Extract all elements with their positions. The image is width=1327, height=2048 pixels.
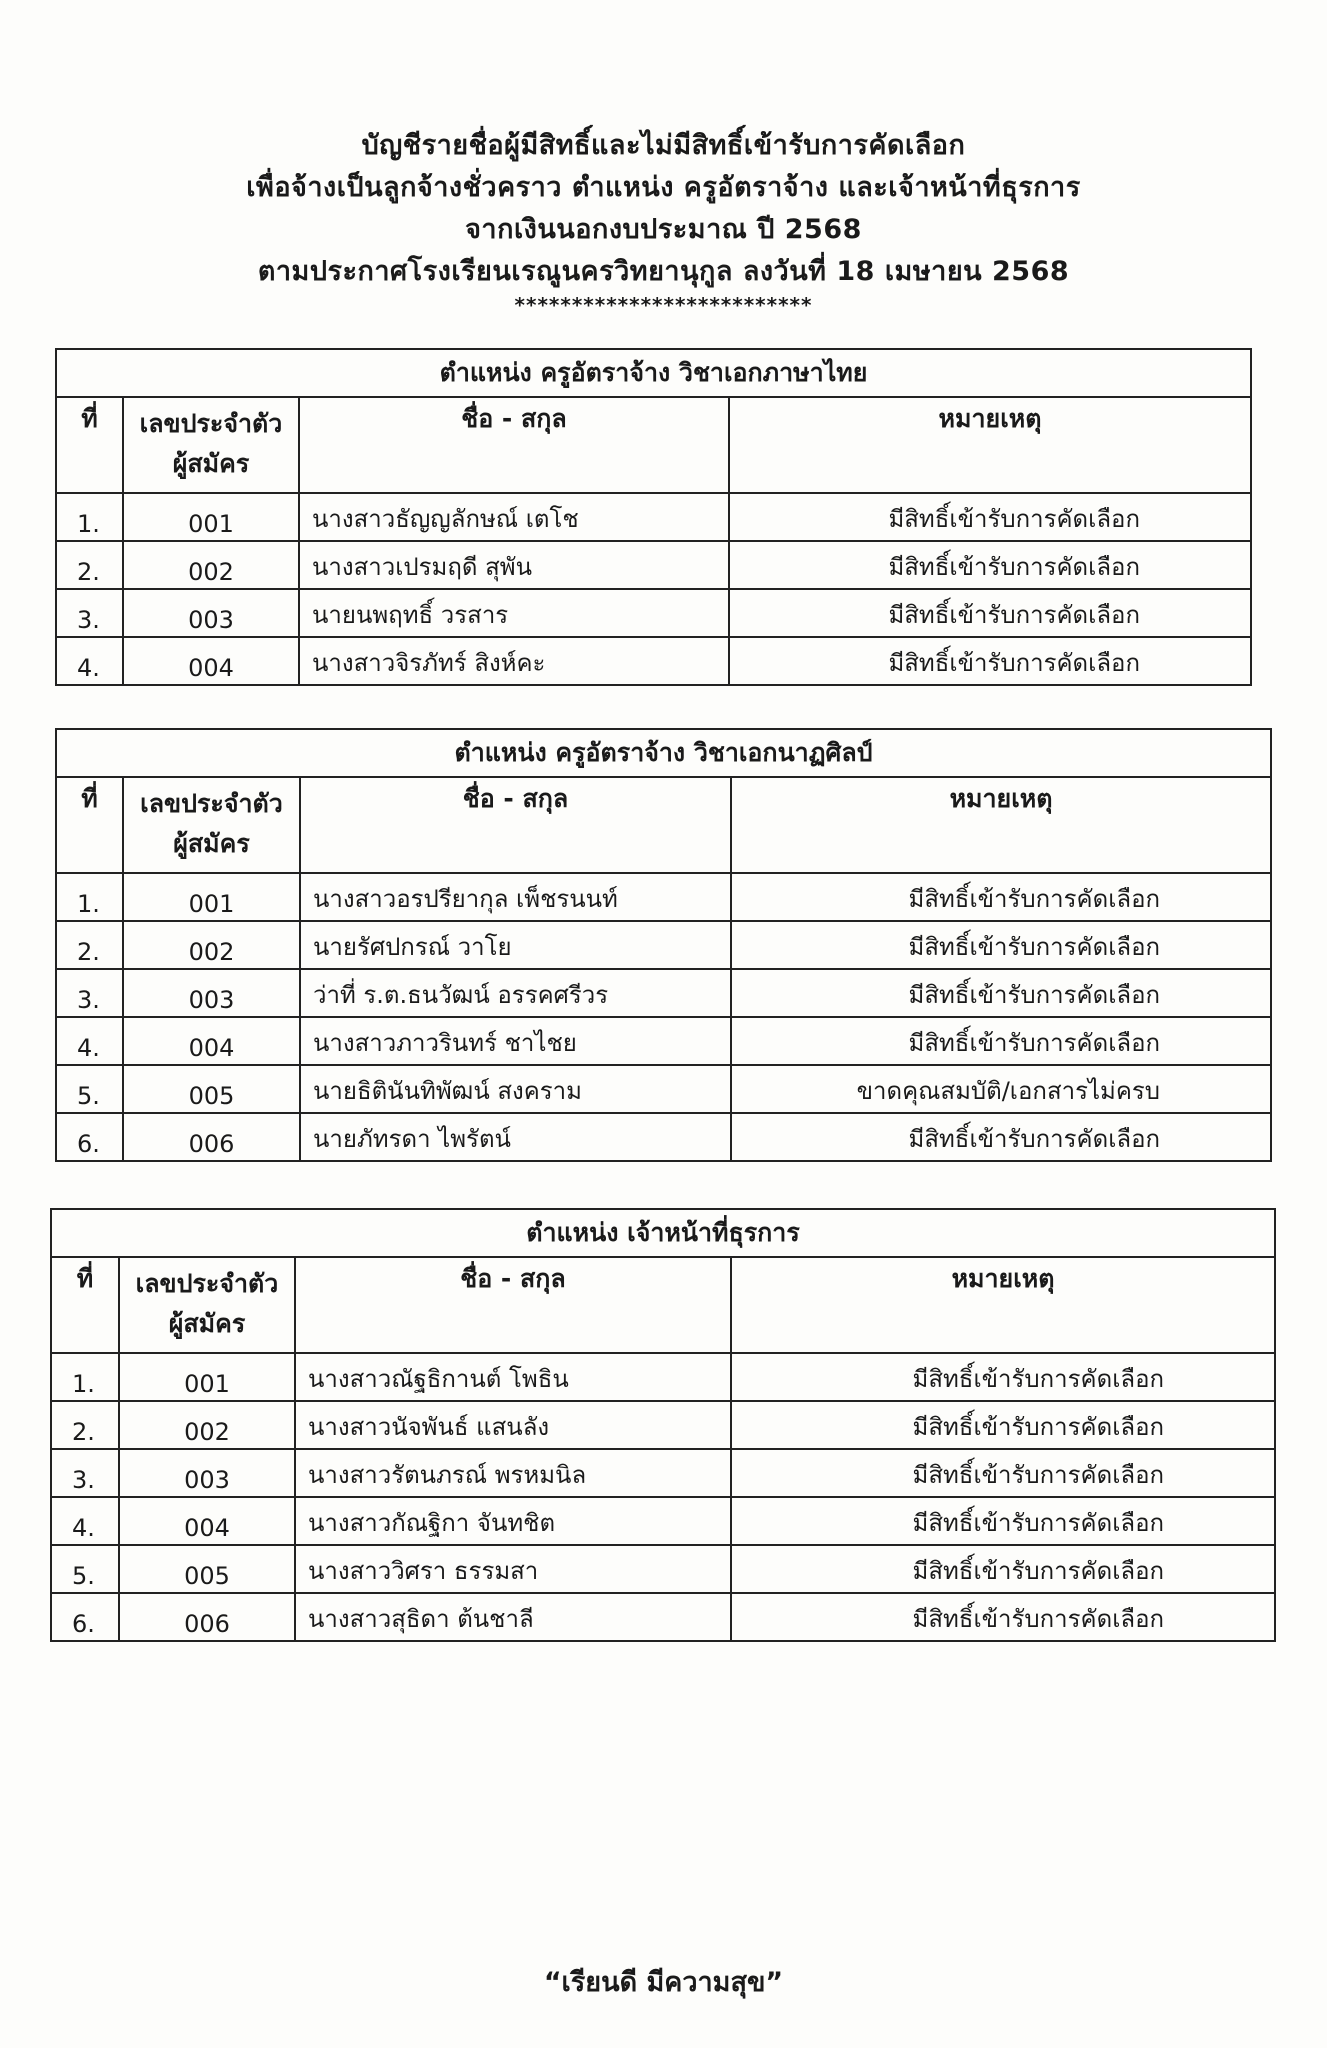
school-motto: “เรียนดี มีความสุข”	[543, 1967, 784, 1998]
cell-name: นางสาวณัฐธิกานต์ โพธิน	[295, 1353, 731, 1401]
table-row	[56, 921, 1271, 969]
cell-no: 2.	[56, 921, 123, 969]
cell-id: 002	[123, 921, 300, 969]
table-title: ตำแหน่ง ครูอัตราจ้าง วิชาเอกนาฏศิลป์	[56, 729, 1271, 777]
cell-name: นางสาวจิรภัทร์ สิงห์คะ	[299, 637, 729, 685]
cell-note: มีสิทธิ์เข้ารับการคัดเลือก	[731, 969, 1271, 1017]
cell-no: 6.	[51, 1593, 119, 1641]
header-divider-stars: **************************	[514, 293, 813, 317]
table-row	[56, 1017, 1271, 1065]
cell-no: 1.	[51, 1353, 119, 1401]
cell-name: นางสาวกัณฐิกา จันทชิต	[295, 1497, 731, 1545]
table-row	[56, 589, 1251, 637]
cell-note: มีสิทธิ์เข้ารับการคัดเลือก	[731, 1401, 1275, 1449]
cell-no: 4.	[56, 1017, 123, 1065]
column-header-name: ชื่อ - สกุล	[295, 1257, 731, 1353]
cell-note: มีสิทธิ์เข้ารับการคัดเลือก	[731, 1545, 1275, 1593]
table-header-row	[56, 397, 1251, 493]
cell-id: 001	[119, 1353, 295, 1401]
cell-name: นายภัทรดา ไพรัตน์	[300, 1113, 731, 1161]
cell-name: นางสาวสุธิดา ต้นชาลี	[295, 1593, 731, 1641]
cell-note: มีสิทธิ์เข้ารับการคัดเลือก	[729, 637, 1251, 685]
cell-id: 003	[123, 969, 300, 1017]
cell-note: มีสิทธิ์เข้ารับการคัดเลือก	[731, 1017, 1271, 1065]
table-title: ตำแหน่ง เจ้าหน้าที่ธุรการ	[51, 1209, 1275, 1257]
column-header-no: ที่	[56, 777, 123, 873]
cell-id: 004	[123, 637, 299, 685]
header-line-2: เพื่อจ้างเป็นลูกจ้างชั่วคราว ตำแหน่ง ครูอัตราจ้าง และเจ้าหน้าที่ธุรการ	[246, 172, 1081, 203]
cell-no: 5.	[56, 1065, 123, 1113]
header-line-3: จากเงินนอกงบประมาณ ปี 2568	[465, 214, 862, 245]
header-line-1: บัญชีรายชื่อผู้มีสิทธิ์และไม่มีสิทธิ์เข้ารับการคัดเลือก	[361, 130, 966, 161]
column-header-id	[123, 777, 300, 873]
document-header	[0, 125, 1327, 317]
table-title: ตำแหน่ง ครูอัตราจ้าง วิชาเอกภาษาไทย	[56, 349, 1251, 397]
table-row	[56, 493, 1251, 541]
cell-no: 1.	[56, 873, 123, 921]
cell-name: นางสาวนัจพันธ์ แสนลัง	[295, 1401, 731, 1449]
column-header-no: ที่	[56, 397, 123, 493]
table-row	[56, 873, 1271, 921]
column-header-name: ชื่อ - สกุล	[300, 777, 731, 873]
cell-name: นางสาวภาวรินทร์ ชาไชย	[300, 1017, 731, 1065]
cell-note: ขาดคุณสมบัติ/เอกสารไม่ครบ	[731, 1065, 1271, 1113]
cell-note: มีสิทธิ์เข้ารับการคัดเลือก	[729, 589, 1251, 637]
cell-no: 3.	[56, 589, 123, 637]
table-dance-teacher	[55, 728, 1272, 1162]
cell-name: นางสาวธัญญลักษณ์ เตโช	[299, 493, 729, 541]
table-admin-officer	[50, 1208, 1276, 1642]
cell-note: มีสิทธิ์เข้ารับการคัดเลือก	[731, 1113, 1271, 1161]
column-header-note: หมายเหตุ	[731, 1257, 1275, 1353]
cell-no: 6.	[56, 1113, 123, 1161]
table-row	[56, 637, 1251, 685]
cell-name: นางสาววิศรา ธรรมสา	[295, 1545, 731, 1593]
table-row	[56, 1113, 1271, 1161]
cell-note: มีสิทธิ์เข้ารับการคัดเลือก	[731, 873, 1271, 921]
cell-id: 004	[123, 1017, 300, 1065]
column-header-id-line1: เลขประจำตัว	[135, 1269, 279, 1298]
table-row	[51, 1401, 1275, 1449]
table-row	[56, 1065, 1271, 1113]
table-thai-teacher	[55, 348, 1252, 686]
cell-note: มีสิทธิ์เข้ารับการคัดเลือก	[731, 1497, 1275, 1545]
cell-name: ว่าที่ ร.ต.ธนวัฒน์ อรรคศรีวร	[300, 969, 731, 1017]
cell-id: 001	[123, 493, 299, 541]
cell-name: นางสาวอรปรียากุล เพ็ชรนนท์	[300, 873, 731, 921]
cell-name: นายนพฤทธิ์ วรสาร	[299, 589, 729, 637]
column-header-id-line2: ผู้สมัคร	[173, 829, 250, 858]
cell-id: 005	[123, 1065, 300, 1113]
cell-id: 002	[123, 541, 299, 589]
cell-no: 2.	[56, 541, 123, 589]
column-header-no: ที่	[51, 1257, 119, 1353]
cell-id: 004	[119, 1497, 295, 1545]
cell-id: 002	[119, 1401, 295, 1449]
cell-note: มีสิทธิ์เข้ารับการคัดเลือก	[729, 541, 1251, 589]
cell-no: 2.	[51, 1401, 119, 1449]
column-header-id-line1: เลขประจำตัว	[140, 789, 283, 818]
column-header-name: ชื่อ - สกุล	[299, 397, 729, 493]
column-header-id-line2: ผู้สมัคร	[172, 449, 250, 478]
cell-name: นางสาวเปรมฤดี สุพัน	[299, 541, 729, 589]
cell-id: 001	[123, 873, 300, 921]
table-row	[56, 969, 1271, 1017]
cell-name: นายรัศปกรณ์ วาโย	[300, 921, 731, 969]
table-row	[51, 1353, 1275, 1401]
cell-no: 4.	[56, 637, 123, 685]
cell-no: 1.	[56, 493, 123, 541]
table-row	[51, 1449, 1275, 1497]
column-header-id	[123, 397, 299, 493]
column-header-id-line2: ผู้สมัคร	[168, 1309, 246, 1338]
column-header-id-line1: เลขประจำตัว	[139, 409, 283, 438]
cell-note: มีสิทธิ์เข้ารับการคัดเลือก	[731, 1449, 1275, 1497]
table-row	[51, 1593, 1275, 1641]
cell-note: มีสิทธิ์เข้ารับการคัดเลือก	[729, 493, 1251, 541]
table-header-row	[56, 777, 1271, 873]
cell-id: 006	[119, 1593, 295, 1641]
header-line-4: ตามประกาศโรงเรียนเรณูนครวิทยานุกูล ลงวันที่ 18 เมษายน 2568	[257, 256, 1070, 287]
cell-id: 005	[119, 1545, 295, 1593]
cell-note: มีสิทธิ์เข้ารับการคัดเลือก	[731, 1353, 1275, 1401]
cell-name: นายธิตินันทิพัฒน์ สงคราม	[300, 1065, 731, 1113]
column-header-note: หมายเหตุ	[731, 777, 1271, 873]
cell-name: นางสาวรัตนภรณ์ พรหมนิล	[295, 1449, 731, 1497]
cell-note: มีสิทธิ์เข้ารับการคัดเลือก	[731, 921, 1271, 969]
table-row	[51, 1545, 1275, 1593]
table-row	[51, 1497, 1275, 1545]
column-header-note: หมายเหตุ	[729, 397, 1251, 493]
cell-no: 3.	[56, 969, 123, 1017]
column-header-id	[119, 1257, 295, 1353]
table-row	[56, 541, 1251, 589]
cell-id: 006	[123, 1113, 300, 1161]
cell-no: 5.	[51, 1545, 119, 1593]
cell-id: 003	[123, 589, 299, 637]
table-header-row	[51, 1257, 1275, 1353]
cell-note: มีสิทธิ์เข้ารับการคัดเลือก	[731, 1593, 1275, 1641]
cell-no: 3.	[51, 1449, 119, 1497]
cell-no: 4.	[51, 1497, 119, 1545]
cell-id: 003	[119, 1449, 295, 1497]
